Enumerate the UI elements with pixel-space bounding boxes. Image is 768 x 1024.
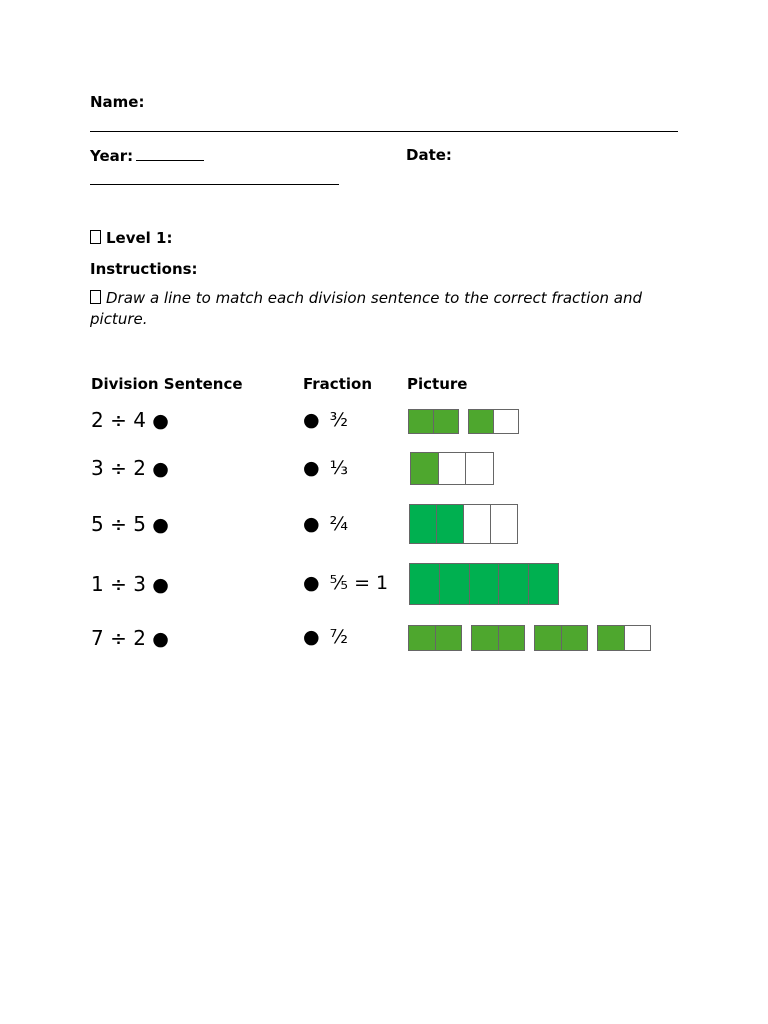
list-item — [91, 456, 169, 480]
fraction: ⁵⁄₅ = 1 — [329, 572, 389, 594]
name-label: Name: — [90, 93, 145, 111]
checkbox-icon — [90, 230, 101, 244]
list-item — [303, 626, 348, 648]
match-dot-left[interactable]: ● — [152, 628, 169, 650]
shaded-part — [409, 504, 437, 544]
shaded-part — [433, 409, 459, 434]
instructions-text: Draw a line to match each division sentence to the correct fraction and picture. — [90, 289, 643, 328]
shaded-part — [469, 563, 500, 605]
fraction: ⅓ — [329, 457, 349, 479]
shaded-part — [468, 409, 494, 434]
shaded-part — [436, 504, 464, 544]
match-dot-right[interactable]: ● — [303, 409, 320, 431]
fraction: ³⁄₂ — [329, 409, 349, 431]
list-item — [303, 409, 348, 431]
match-dot-left[interactable]: ● — [152, 458, 169, 480]
shaded-part — [498, 563, 529, 605]
list-item — [303, 572, 388, 594]
shaded-part — [439, 563, 470, 605]
unshaded-part — [465, 452, 494, 485]
division-sentence: 7 ÷ 2 — [91, 626, 146, 650]
unshaded-part — [438, 452, 467, 485]
pencil-icon — [90, 290, 101, 304]
list-item — [91, 572, 169, 596]
year-field — [90, 146, 204, 165]
date-label: Date: — [406, 146, 452, 164]
list-item — [303, 457, 348, 479]
shaded-part — [410, 452, 439, 485]
level-heading — [90, 229, 172, 247]
fraction-picture[interactable] — [408, 625, 653, 651]
match-dot-right[interactable]: ● — [303, 572, 320, 594]
list-item — [91, 512, 169, 536]
division-sentence: 2 ÷ 4 — [91, 408, 146, 432]
match-dot-left[interactable]: ● — [152, 410, 169, 432]
level-label: Level 1: — [106, 229, 173, 247]
unshaded-part — [463, 504, 491, 544]
year-blank[interactable] — [136, 146, 204, 161]
col-fraction-header: Fraction — [303, 375, 372, 393]
match-dot-right[interactable]: ● — [303, 457, 320, 479]
shaded-part — [435, 625, 463, 651]
list-item — [91, 408, 169, 432]
shaded-part — [408, 625, 436, 651]
date-field[interactable] — [90, 170, 339, 185]
division-sentence: 5 ÷ 5 — [91, 512, 146, 536]
shaded-part — [561, 625, 589, 651]
shaded-part — [597, 625, 625, 651]
match-dot-right[interactable]: ● — [303, 626, 320, 648]
fraction-picture[interactable] — [410, 452, 493, 485]
shaded-part — [471, 625, 499, 651]
unshaded-part — [490, 504, 518, 544]
fraction-picture[interactable] — [409, 563, 558, 605]
name-field[interactable] — [90, 117, 678, 132]
list-item — [303, 513, 348, 535]
year-label: Year: — [90, 147, 134, 165]
shaded-part — [498, 625, 526, 651]
shaded-part — [409, 563, 440, 605]
fraction-picture[interactable] — [409, 504, 518, 544]
match-dot-left[interactable]: ● — [152, 514, 169, 536]
col-sentence-header: Division Sentence — [91, 375, 243, 393]
instructions-text-block — [90, 288, 680, 330]
col-picture-header: Picture — [407, 375, 468, 393]
instructions-heading: Instructions: — [90, 260, 198, 278]
fraction: ⁷⁄₂ — [329, 626, 349, 648]
fraction: ²⁄₄ — [329, 513, 349, 535]
match-dot-left[interactable]: ● — [152, 574, 169, 596]
match-dot-right[interactable]: ● — [303, 513, 320, 535]
shaded-part — [534, 625, 562, 651]
list-item — [91, 626, 169, 650]
unshaded-part — [493, 409, 519, 434]
shaded-part — [528, 563, 559, 605]
unshaded-part — [624, 625, 652, 651]
division-sentence: 1 ÷ 3 — [91, 572, 146, 596]
fraction-picture[interactable] — [408, 409, 519, 434]
division-sentence: 3 ÷ 2 — [91, 456, 146, 480]
shaded-part — [408, 409, 434, 434]
